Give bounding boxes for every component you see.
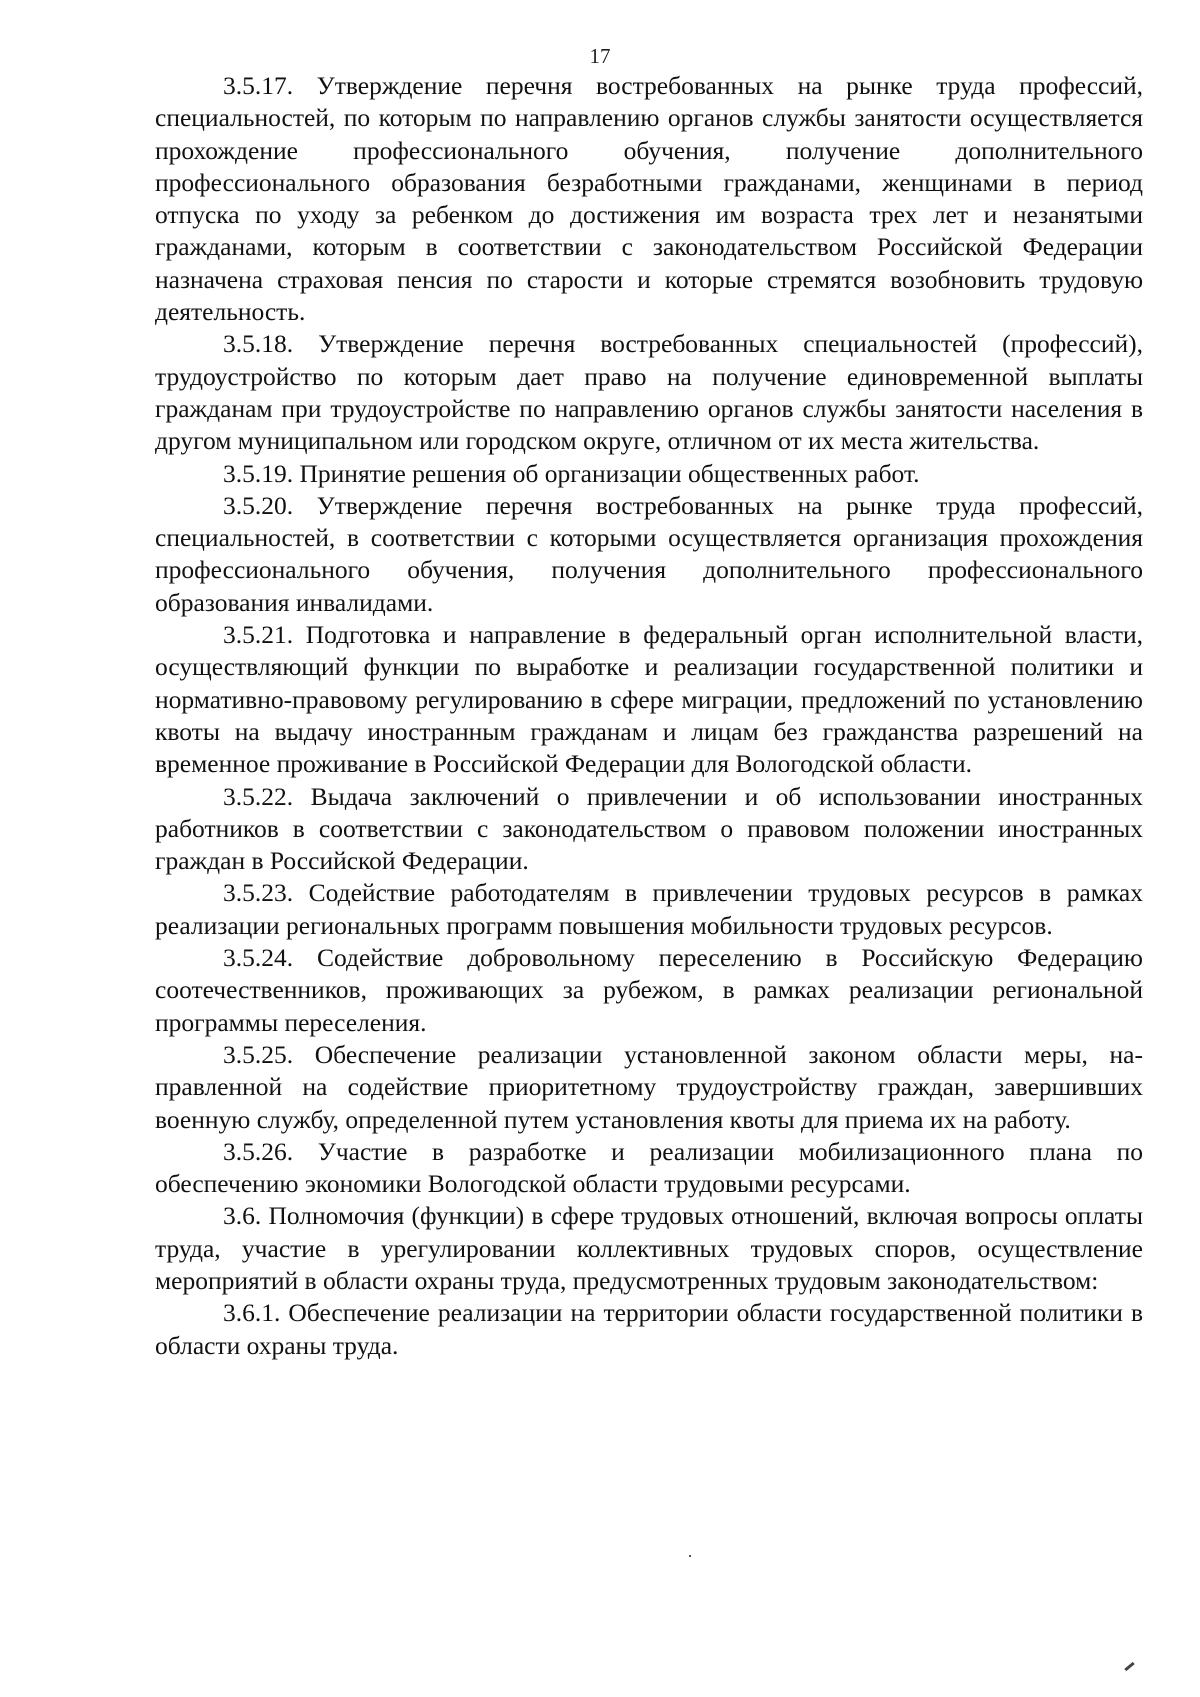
paragraph-3-5-25: 3.5.25. Обеспечение реализации установленной законом области меры, направленной на содействие приоритетному трудоустройству граждан, завершивших военную службу, определенной путем установления квоты для приема их на работу.	[155, 1039, 1143, 1134]
paragraph-3-5-24: 3.5.24. Содействие добровольному переселению в Российскую Федерацию соотечественников, проживающих за рубежом, в рамках реализации региональной программы переселения.	[155, 943, 1143, 1037]
page-number: 17	[589, 44, 611, 68]
paragraph-3-5-26: 3.5.26. Участие в разработке и реализации мобилизационного плана по обеспечению экономики Вологодской области трудовыми ресурсами.	[155, 1136, 1143, 1199]
paragraph-3-5-18: 3.5.18. Утверждение перечня востребованных специальностей (профессий), трудоустройство по которым дает право на получение единовременной выплаты гражданам при трудоустройстве по направлению органов службы занятости населения в другом муниципальном или городском округе, отличном от их места жительства.	[155, 329, 1143, 456]
paragraph-3-5-19: 3.5.19. Принятие решения об организации общественных работ.	[223, 458, 920, 488]
paragraph-3-5-20: 3.5.20. Утверждение перечня востребованных на рынке труда профессий, специальностей, в соответствии с которыми осуществляется организация прохождения профессионального обучения, получения дополнительного профессионального образования инвалидами.	[155, 490, 1143, 617]
paragraph-3-5-17: 3.5.17. Утверждение перечня востребованных на рынке труда профессий, специальностей, по которым по направлению органов службы занятости осуществляется прохождение профессионального обучения, получение дополнительного профессионального образования безработными гражданами, женщинами в период отпуска по уходу за ребенком до достижения им возраста трех лет и незанятыми гражданами, которым в соответствии с законодательством Российской Федерации назначена страховая пенсия по старости и которые стремятся возобновить трудовую деятельность.	[155, 71, 1143, 327]
paragraph-3-5-22: 3.5.22. Выдача заключений о привлечении и об использовании иностранных работников в соответствии с законодательством о правовом положении иностранных граждан в Российской Федерации.	[155, 781, 1143, 876]
paragraph-3-5-21: 3.5.21. Подготовка и направление в федеральный орган исполнительной власти, осуществляющий функции по выработке и реализации государственной политики и нормативно-правовому регулированию в сфере миграции, предложений по установлению квоты на выдачу иностранным гражданам и лицам без гражданства разрешений на временное проживание в Российской Федерации для Вологодской области.	[155, 620, 1143, 779]
paragraph-3-6-1: 3.6.1. Обеспечение реализации на территории области государственной политики в области охраны труда.	[155, 1298, 1143, 1360]
paragraph-3-5-23: 3.5.23. Содействие работодателям в привлечении трудовых ресурсов в рамках реализации региональных программ повышения мобильности трудовых ресурсов.	[155, 878, 1143, 940]
document-body	[155, 70, 1143, 1362]
scan-artifact-dot	[689, 1555, 691, 1557]
paragraph-3-6: 3.6. Полномочия (функции) в сфере трудовых отношений, включая вопросы оплаты труда, участие в урегулировании коллективных трудовых споров, осуществление мероприятий в области охраны труда, предусмотренных трудовым законодательством:	[155, 1201, 1143, 1295]
scan-artifact-mark	[1124, 1662, 1134, 1671]
